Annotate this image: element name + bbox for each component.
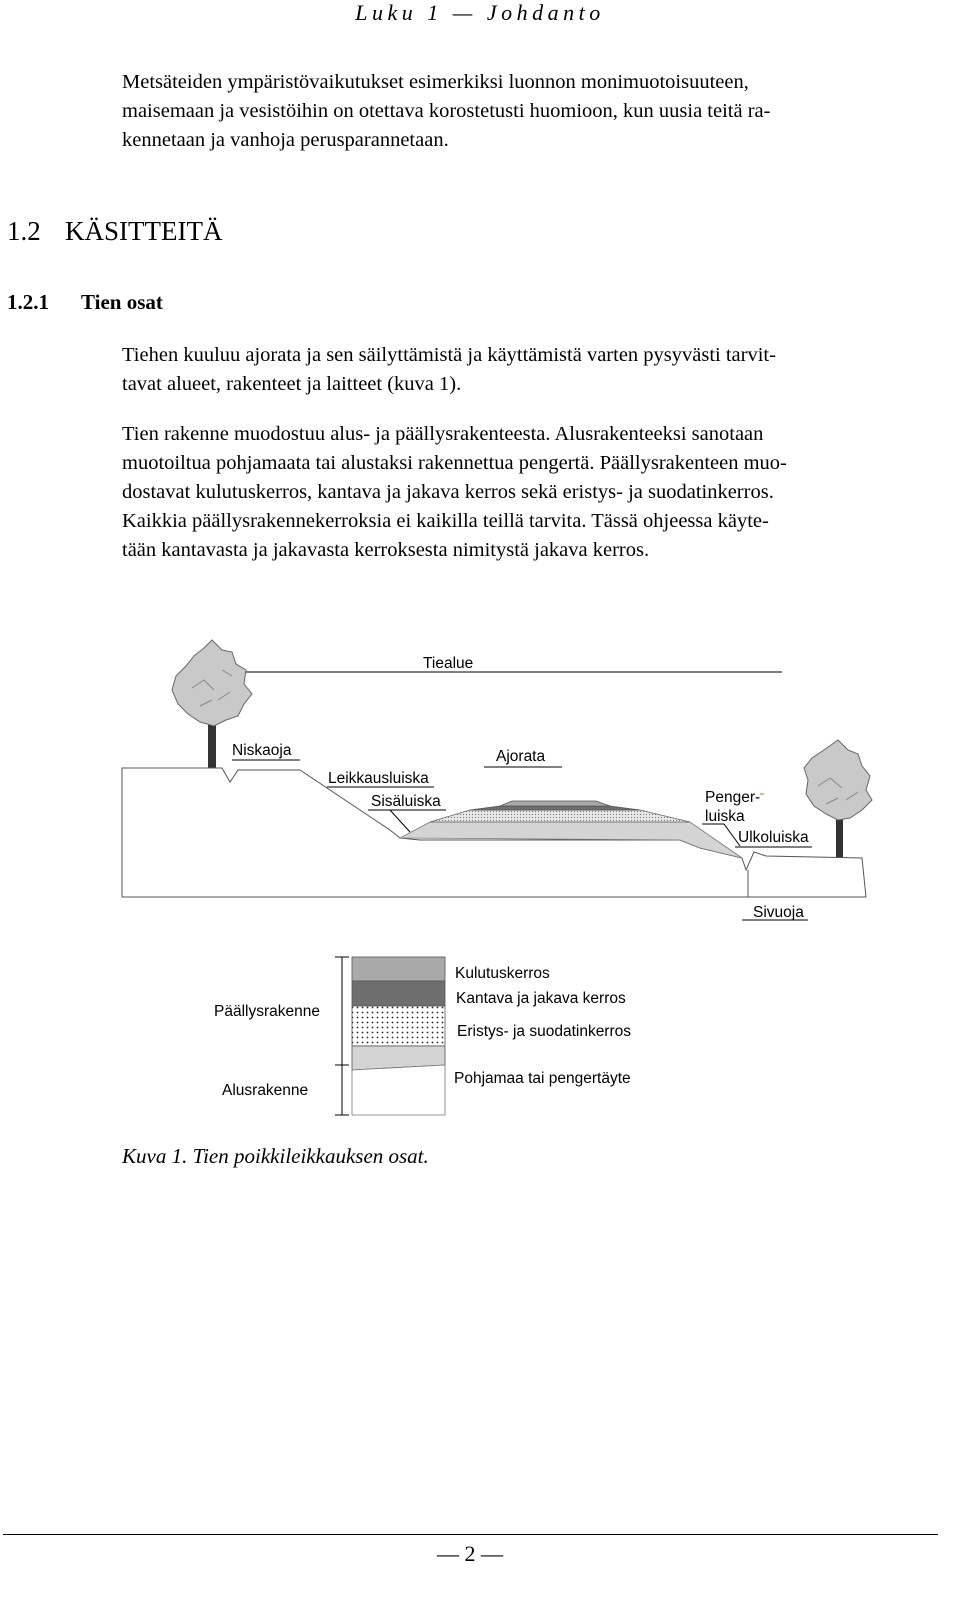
footer-rule — [3, 1534, 938, 1535]
page-number: — 2 — — [437, 1541, 503, 1566]
running-head: Luku 1 — Johdanto — [355, 0, 605, 25]
road-base-layer — [470, 806, 640, 810]
cross-section-diagram — [0, 630, 960, 1150]
section-title: KÄSITTEITÄ — [65, 216, 223, 246]
legend-swatch-base — [352, 981, 445, 1006]
paragraph-road-structure: Tien rakenne muodostuu alus- ja päällysrakenteesta. Alusrakenteeksi sanotaan muotoiltua pohjamaata tai alustaksi rakennettua pengertä. Päällysrakenteen muo- dostavat kulutuskerros, kantava ja jakava kerros sekä eristys- ja suodatinkerros. Kaikkia päällysrakennekerroksia ei kaikilla teillä tarvita. Tässä ohjeessa käyte- tään kantavasta ja jakavasta kerroksesta nimitystä jakava kerros. — [122, 423, 787, 561]
label-sivuoja: Sivuoja — [753, 904, 804, 921]
legend-kantava-jakava: Kantava ja jakava kerros — [456, 990, 626, 1007]
label-pengerluiska-2: luiska — [705, 808, 745, 825]
legend-swatch-wear — [352, 957, 445, 981]
subsection-heading — [7, 290, 163, 315]
legend-swatch-insulation — [352, 1006, 445, 1046]
label-ulkoluiska: Ulkoluiska — [738, 829, 809, 846]
label-pengerluiska-1: Penger- — [705, 789, 761, 806]
section-number: 1.2 — [7, 216, 41, 246]
subsection-title: Tien osat — [81, 290, 163, 314]
road-embankment — [400, 801, 742, 858]
intro-paragraph: Metsäteiden ympäristövaikutukset esimerkiksi luonnon monimuotoisuuteen, maisemaan ja vesistöihin on otettava korostetusti huomioon, kun uusia teitä ra- kennetaan ja vanhoja perusparannetaan. — [122, 71, 771, 151]
label-ajorata: Ajorata — [496, 748, 546, 765]
road-cross-section-figure — [0, 630, 960, 1150]
legend-paallysrakenne: Päällysrakenne — [214, 1003, 320, 1020]
legend-kulutuskerros: Kulutuskerros — [455, 965, 550, 982]
tree-right-icon — [804, 740, 872, 858]
label-tiealue: Tiealue — [423, 655, 474, 672]
road-wear-layer — [500, 801, 610, 806]
legend-pohjamaa: Pohjamaa tai pengertäyte — [454, 1070, 631, 1087]
subsection-number: 1.2.1 — [7, 290, 49, 314]
layer-legend — [214, 957, 631, 1115]
road-insulation-layer — [430, 810, 690, 822]
section-heading — [7, 216, 222, 247]
label-sisaluiska: Sisäluiska — [371, 793, 441, 810]
label-leikkausluiska: Leikkausluiska — [328, 770, 429, 787]
legend-eristys-suodatin: Eristys- ja suodatinkerros — [457, 1023, 632, 1040]
label-niskaoja: Niskaoja — [232, 742, 292, 759]
paragraph-road-definition: Tiehen kuuluu ajorata ja sen säilyttämistä ja käyttämistä varten pysyvästi tarvit- tavat alueet, rakenteet ja laitteet (kuva 1). — [122, 344, 776, 395]
legend-alusrakenne: Alusrakenne — [222, 1082, 309, 1099]
figure-caption: Kuva 1. Tien poikkileikkauksen osat. — [122, 1144, 429, 1168]
